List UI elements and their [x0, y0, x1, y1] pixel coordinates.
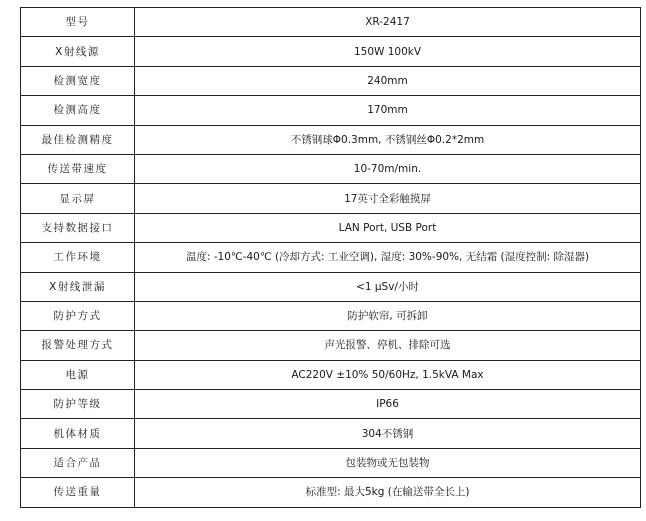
- row-value: <1 μSv/小时: [135, 272, 641, 301]
- row-label: 适合产品: [21, 448, 135, 477]
- row-label: 显示屏: [21, 184, 135, 213]
- table-row: [21, 390, 641, 419]
- table-row: [21, 272, 641, 301]
- row-label: 报警处理方式: [21, 331, 135, 360]
- table-row: [21, 301, 641, 330]
- row-label: 支持数据接口: [21, 213, 135, 242]
- row-value: 包装物或无包装物: [135, 448, 641, 477]
- row-value: 温度: -10℃-40℃ (冷却方式: 工业空调), 湿度: 30%-90%, 无结霜 (湿度控制: 除湿器): [135, 243, 641, 272]
- table-row: [21, 478, 641, 507]
- spec-table-body: [21, 8, 641, 508]
- table-row: [21, 154, 641, 183]
- row-value: 240mm: [135, 66, 641, 95]
- row-value: 304不锈钢: [135, 419, 641, 448]
- row-value: AC220V ±10% 50/60Hz, 1.5kVA Max: [135, 360, 641, 389]
- row-label: X射线泄漏: [21, 272, 135, 301]
- row-label: 防护等级: [21, 390, 135, 419]
- table-row: [21, 448, 641, 477]
- row-value: 防护软帘, 可拆卸: [135, 301, 641, 330]
- table-row: [21, 184, 641, 213]
- table-row: [21, 125, 641, 154]
- row-label: 检测高度: [21, 96, 135, 125]
- row-value: 声光报警、停机、排除可选: [135, 331, 641, 360]
- table-row: [21, 331, 641, 360]
- row-value: 标准型: 最大5kg (在输送带全长上): [135, 478, 641, 507]
- row-value: 170mm: [135, 96, 641, 125]
- row-value: LAN Port, USB Port: [135, 213, 641, 242]
- table-row: [21, 37, 641, 66]
- row-label: X射线源: [21, 37, 135, 66]
- row-value: 不锈钢球Φ0.3mm, 不锈钢丝Φ0.2*2mm: [135, 125, 641, 154]
- row-value: 150W 100kV: [135, 37, 641, 66]
- row-value: 10-70m/min.: [135, 154, 641, 183]
- row-label: 机体材质: [21, 419, 135, 448]
- table-row: [21, 243, 641, 272]
- row-label: 防护方式: [21, 301, 135, 330]
- row-label: 工作环境: [21, 243, 135, 272]
- row-label: 传送带速度: [21, 154, 135, 183]
- row-value: 17英寸全彩触摸屏: [135, 184, 641, 213]
- row-label: 传送重量: [21, 478, 135, 507]
- row-label: 型号: [21, 8, 135, 37]
- spec-table: [20, 7, 641, 508]
- table-row: [21, 8, 641, 37]
- table-row: [21, 96, 641, 125]
- table-row: [21, 360, 641, 389]
- row-label: 电源: [21, 360, 135, 389]
- row-value: IP66: [135, 390, 641, 419]
- row-label: 检测宽度: [21, 66, 135, 95]
- table-row: [21, 66, 641, 95]
- row-label: 最佳检测精度: [21, 125, 135, 154]
- table-row: [21, 419, 641, 448]
- table-row: [21, 213, 641, 242]
- row-value: XR-2417: [135, 8, 641, 37]
